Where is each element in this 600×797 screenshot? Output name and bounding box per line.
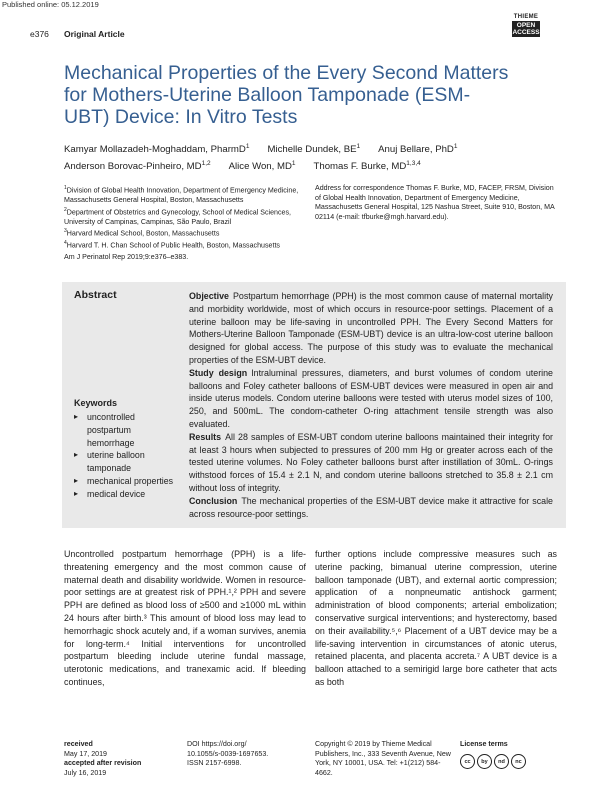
affiliation-number: 2 bbox=[64, 206, 67, 213]
article-title: Mechanical Properties of the Every Second Matters for Mothers-Uterine Balloon Tamponade (ESM-UBT) Device: In Vitro Tests bbox=[64, 62, 509, 128]
author-name: Kamyar Mollazadeh-Moghaddam, PharmD bbox=[64, 144, 246, 156]
accepted-date: July 16, 2019 bbox=[64, 768, 107, 777]
author bbox=[64, 144, 249, 155]
article-type: Original Article bbox=[64, 29, 125, 39]
affiliation-number: 4 bbox=[64, 240, 67, 247]
doi-info bbox=[187, 740, 268, 769]
affiliation bbox=[64, 206, 314, 228]
abstract-section-label: Study design bbox=[189, 367, 248, 378]
keyword: ▸ uterine balloon tamponade bbox=[74, 449, 174, 475]
author bbox=[378, 144, 457, 155]
author-name: Anderson Borovac-Pinheiro, MD bbox=[64, 161, 202, 173]
abstract-section-label: Objective bbox=[189, 291, 229, 301]
abstract-body bbox=[189, 290, 553, 520]
author-affiliation-ref: 1 bbox=[245, 143, 250, 150]
received-label: received bbox=[64, 740, 93, 748]
author-name: Anuj Bellare, PhD bbox=[378, 144, 454, 156]
copyright: Copyright © 2019 by Thieme Medical Publishers, Inc., 333 Seventh Avenue, New York, NY 10001, USA. Tel: +1(212) 584-4662. bbox=[315, 740, 451, 777]
logo-access: ACCESS bbox=[512, 29, 540, 36]
keyword-list bbox=[74, 411, 174, 501]
affiliation bbox=[64, 239, 314, 251]
license-label: License terms bbox=[460, 740, 508, 748]
abstract-section-text: All 28 samples of ESM-UBT condom uterine balloons maintained their integrity for at least 3 hours when subjected to pressures of 200 mm Hg or greater across each of the tested uterine volumes. No Foley catheter balloons burst after instillation of 30mL. O-rings withstood forces of 15.4 ± 2.1 N, and condom uterine balloons stretched to 35.8 ± 2.1 cm without loss of integrity. bbox=[189, 431, 553, 493]
author-affiliation-ref: 1,2 bbox=[201, 160, 211, 168]
author-name: Thomas F. Burke, MD bbox=[313, 161, 407, 173]
published-date: Published online: 05.12.2019 bbox=[2, 0, 99, 9]
body-text-left-column: Uncontrolled postpartum hemorrhage (PPH) is a life-threatening emergency and the most common cause of maternal death and disability worldwide. Women in resource-poor settings are at greatest risk of PPH.¹,² PPH and severe PPH are defined as blood loss of ≥500 and ≥1000 mL within 24 hours after birth.³ This amount of blood loss may lead to hemorrhagic shock acutely and, if a woman survives, anemia for long-term.⁴ Initial interventions for uncontrolled postpartum bleeding include uterine fundal massage, uterotonic medications, and tranexamic acid. If bleeding continues, bbox=[64, 549, 306, 687]
abstract-section-label: Results bbox=[189, 431, 222, 442]
nd-license-icon: nd bbox=[494, 754, 509, 769]
doi-number: 10.1055/s-0039-1697653. bbox=[187, 749, 269, 758]
abstract-section-text: The mechanical properties of the ESM-UBT device make it attractive for scale across resource-poor settings. bbox=[189, 495, 553, 519]
author-affiliation-ref: 1 bbox=[291, 160, 296, 168]
affiliation-number: 1 bbox=[64, 185, 67, 191]
license bbox=[460, 740, 526, 769]
author-list bbox=[64, 140, 534, 174]
abstract-heading: Abstract bbox=[74, 289, 117, 301]
thieme-open-access-logo bbox=[512, 14, 540, 37]
affiliation-text: Division of Global Health Innovation, Department of Emergency Medicine, Massachusetts General Hospital, Boston, Massachusetts bbox=[64, 186, 299, 204]
abstract-section bbox=[189, 290, 553, 367]
author-affiliation-ref: 1,3,4 bbox=[406, 160, 421, 168]
affiliations bbox=[64, 184, 314, 251]
author bbox=[267, 144, 360, 155]
affiliation-text: Harvard Medical School, Boston, Massachusetts bbox=[66, 229, 220, 238]
page-number: e376 bbox=[30, 29, 49, 39]
author-affiliation-ref: 1 bbox=[453, 143, 458, 150]
received-date: May 17, 2019 bbox=[64, 749, 107, 758]
author bbox=[64, 161, 211, 172]
logo-open: OPEN bbox=[516, 22, 536, 29]
citation: Am J Perinatol Rep 2019;9:e376–e383. bbox=[64, 253, 189, 261]
correspondence-address bbox=[315, 184, 555, 222]
abstract-section-label: Conclusion bbox=[189, 495, 238, 506]
author-affiliation-ref: 1 bbox=[356, 143, 361, 150]
correspondence-text: Thomas F. Burke, MD, FACEP, FRSM, Division of Global Health Innovation, Department of Emergency Medicine, Massachusetts General Hospital, 125 Nashua Street, Suite 910, Boston, MA 02114 (e-mail: tfburke@mgh.harvard.edu). bbox=[315, 184, 555, 221]
license-icons[interactable] bbox=[460, 754, 526, 769]
author-name: Michelle Dundek, BE bbox=[267, 144, 357, 156]
abstract-section bbox=[189, 495, 553, 521]
affiliation bbox=[64, 184, 314, 206]
affiliation-number: 3 bbox=[64, 228, 67, 235]
keyword: ▸ uncontrolled postpartum hemorrhage bbox=[74, 411, 174, 449]
keyword: ▸ medical device bbox=[74, 488, 174, 501]
keyword: ▸ mechanical properties bbox=[74, 475, 174, 488]
affiliation-text: Department of Obstetrics and Gynecology, School of Medical Sciences, University of Campinas, Campinas, São Paulo, Brazil bbox=[64, 207, 291, 226]
affiliation-text: Harvard T. H. Chan School of Public Health, Boston, Massachusetts bbox=[66, 241, 280, 250]
doi-link[interactable]: DOI https://doi.org/ bbox=[187, 740, 247, 748]
author bbox=[314, 161, 421, 172]
logo-open-access bbox=[512, 21, 540, 37]
logo-publisher: THIEME bbox=[513, 14, 539, 20]
issn: ISSN 2157-6998. bbox=[187, 759, 242, 767]
correspondence-label: Address for correspondence bbox=[315, 184, 405, 192]
keywords-heading: Keywords bbox=[74, 398, 118, 408]
cc-license-icon: cc bbox=[460, 754, 475, 769]
by-license-icon: by bbox=[477, 754, 492, 769]
affiliation bbox=[64, 227, 314, 239]
abstract-section-text: Intraluminal pressures, diameters, and burst volumes of condom uterine balloons and Foley catheter balloons of ESM-UBT devices were measured in open air and inside uterus models. Condom uterine balloons were tested with uterus model sizes of 100, 250, and 500mL. The condom-catheter O-ring attachment tensile strength was also evaluated. bbox=[189, 367, 553, 429]
received-dates bbox=[64, 740, 141, 778]
author-name: Alice Won, MD bbox=[228, 161, 292, 173]
abstract-section-text: Postpartum hemorrhage (PPH) is the most common cause of maternal mortality and morbidity worldwide, most of which occurs in resource-poor settings. Placement of a uterine balloon may be life-saving in uncontrolled PPH. The Every Second Matters for Mothers-Uterine Balloon Tamponade (ESM-UBT) device is an ultra-low-cost uterine balloon designed for global access. The purpose of this study was to evaluate the mechanical properties of the ESM-UBT device. bbox=[189, 291, 553, 365]
nc-license-icon: nc bbox=[511, 754, 526, 769]
body-text-right-column: further options include compressive measures such as uterine packing, bimanual uterine compression, uterine balloon tamponade (UBT), and external aortic compression; application of a nonpneumatic antishock garment; administration of blood components; arterial embolization; conservative surgical interventions; and hysterectomy, based on their availability.⁵,⁶ Placement of a UBT device may be a life-saving intervention in circumstances of atonic uterus, retained placenta, and placenta accreta.⁷ A UBT device is a balloon attached to a semirigid large bore catheter that acts as both bbox=[315, 549, 557, 687]
abstract-section bbox=[189, 431, 553, 495]
author bbox=[229, 161, 296, 172]
abstract-section bbox=[189, 367, 553, 431]
accepted-label: accepted after revision bbox=[64, 759, 142, 767]
